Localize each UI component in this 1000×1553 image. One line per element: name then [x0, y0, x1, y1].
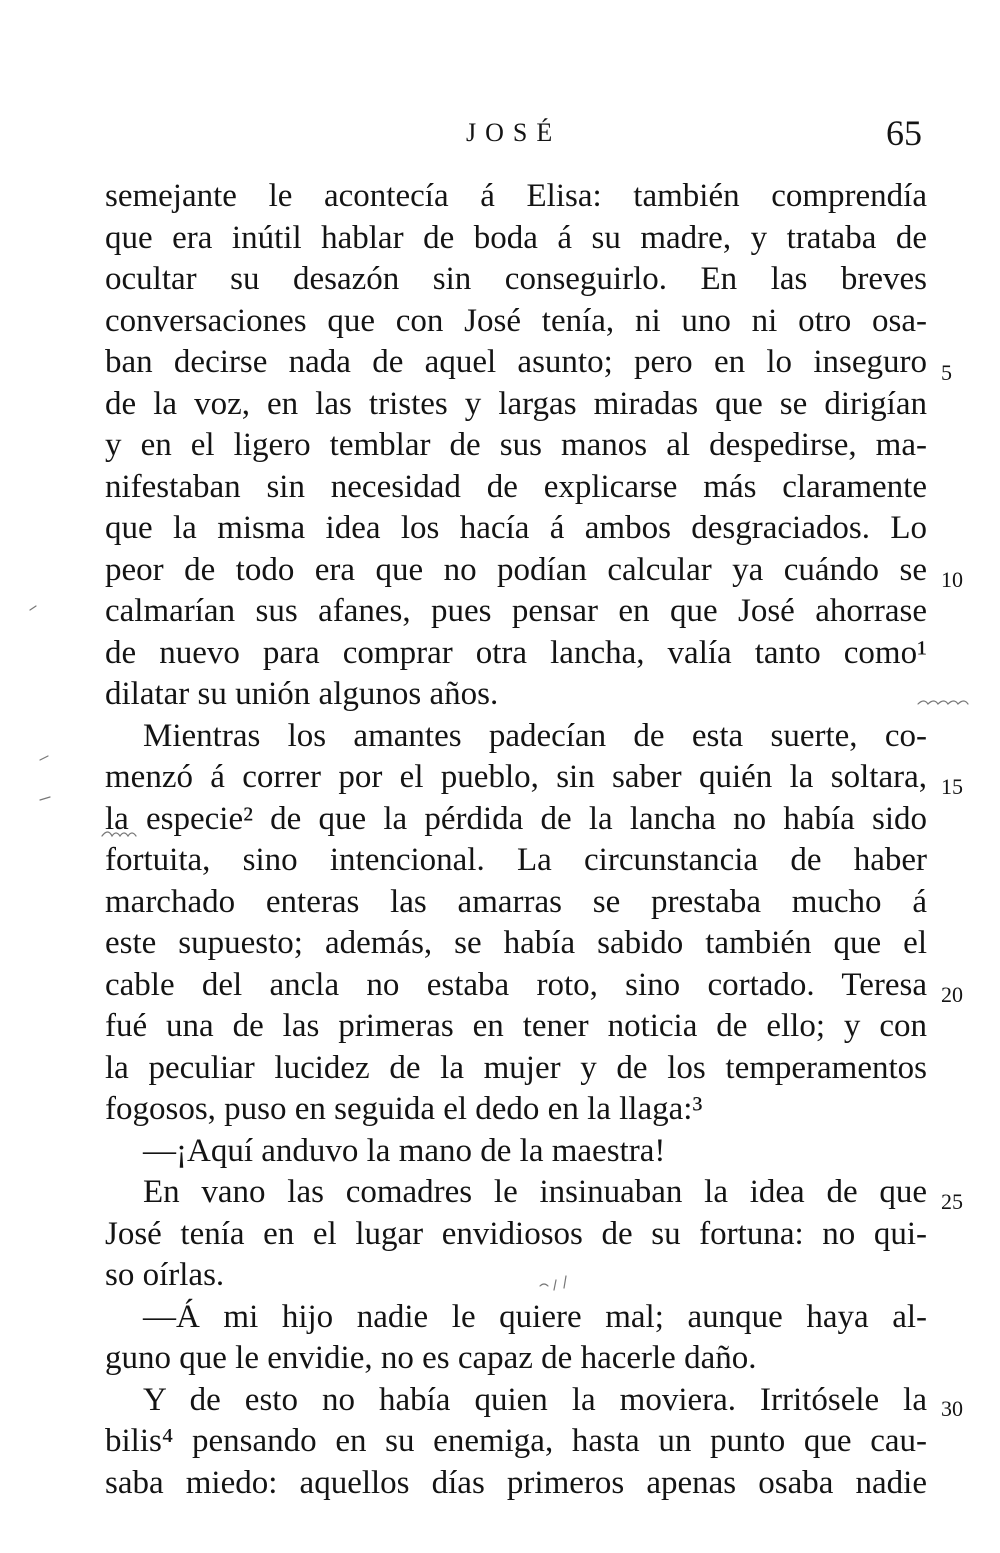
line-number: 15	[941, 774, 963, 799]
running-head-title: JOSÉ	[466, 118, 562, 147]
text-line: que la misma idea los hacía á ambos desgraciados. Lo	[105, 510, 927, 546]
handwritten-que-mark	[102, 832, 136, 836]
line-number: 30	[941, 1396, 963, 1421]
text-line: este supuesto; además, se había sabido también que el	[105, 925, 927, 961]
text-line: la peculiar lucidez de la mujer y de los temperamentos	[105, 1049, 927, 1086]
text-line: fué una de las primeras en tener noticia de ello; y con	[105, 1008, 927, 1044]
line-number: 5	[941, 360, 952, 385]
text-line: En vano las comadres le insinuaban la idea de que	[143, 1174, 927, 1210]
margin-scribble	[918, 701, 968, 704]
page-number: 65	[886, 113, 922, 153]
text-line: cable del ancla no estaba roto, sino cortado. Teresa	[105, 966, 927, 1003]
text-line: conversaciones que con José tenía, ni uno ni otro osa-	[105, 302, 927, 339]
text-line: ban decirse nada de aquel asunto; pero en lo inseguro	[105, 344, 927, 380]
text-line: calmarían sus afanes, pues pensar en que José ahorrase	[105, 593, 927, 629]
text-line: de nuevo para comprar otra lancha, valía tanto como¹	[105, 634, 927, 671]
text-line: marchado enteras las amarras se prestaba mucho á	[105, 883, 927, 920]
text-line: —¡Aquí anduvo la mano de la maestra!	[143, 1132, 666, 1169]
text-line: dilatar su unión algunos años.	[105, 676, 499, 712]
text-line: semejante le acontecía á Elisa: también comprendía	[105, 178, 927, 214]
text-line: bilis⁴ pensando en su enemiga, hasta un punto que cau-	[105, 1423, 927, 1459]
text-line: fogosos, puso en seguida el dedo en la llaga:³	[105, 1091, 703, 1127]
text-line: José tenía en el lugar envidiosos de su fortuna: no qui-	[105, 1215, 927, 1252]
text-line: y en el ligero temblar de sus manos al despedirse, ma-	[105, 427, 927, 463]
text-line: menzó á correr por el pueblo, sin saber quién la soltara,	[105, 759, 927, 795]
text-line: peor de todo era que no podían calcular ya cuándo se	[105, 551, 927, 588]
text-line: la especie² de que la pérdida de la lancha no había sido	[105, 800, 927, 837]
margin-scribble	[30, 606, 50, 800]
text-line: —Á mi hijo nadie le quiere mal; aunque haya al-	[143, 1298, 927, 1335]
text-line: ocultar su desazón sin conseguirlo. En las breves	[105, 261, 927, 297]
text-line: Mientras los amantes padecían de esta suerte, co-	[143, 717, 927, 754]
text-line: so oírlas.	[105, 1257, 225, 1293]
text-line: nifestaban sin necesidad de explicarse más claramente	[105, 468, 927, 505]
text-line: saba miedo: aquellos días primeros apenas osaba nadie	[105, 1464, 927, 1501]
line-number: 20	[941, 982, 963, 1007]
text-line: Y de esto no había quien la moviera. Irritósele la	[143, 1381, 927, 1418]
margin-scribble	[540, 1276, 566, 1290]
text-line: de la voz, en las tristes y largas miradas que se dirigían	[105, 385, 927, 422]
line-number: 25	[941, 1189, 963, 1214]
line-number: 10	[941, 567, 963, 592]
text-line: fortuita, sino intencional. La circunstancia de haber	[105, 842, 927, 878]
text-line: guno que le envidie, no es capaz de hacerle daño.	[105, 1340, 757, 1376]
text-line: que era inútil hablar de boda á su madre, y trataba de	[105, 219, 927, 256]
